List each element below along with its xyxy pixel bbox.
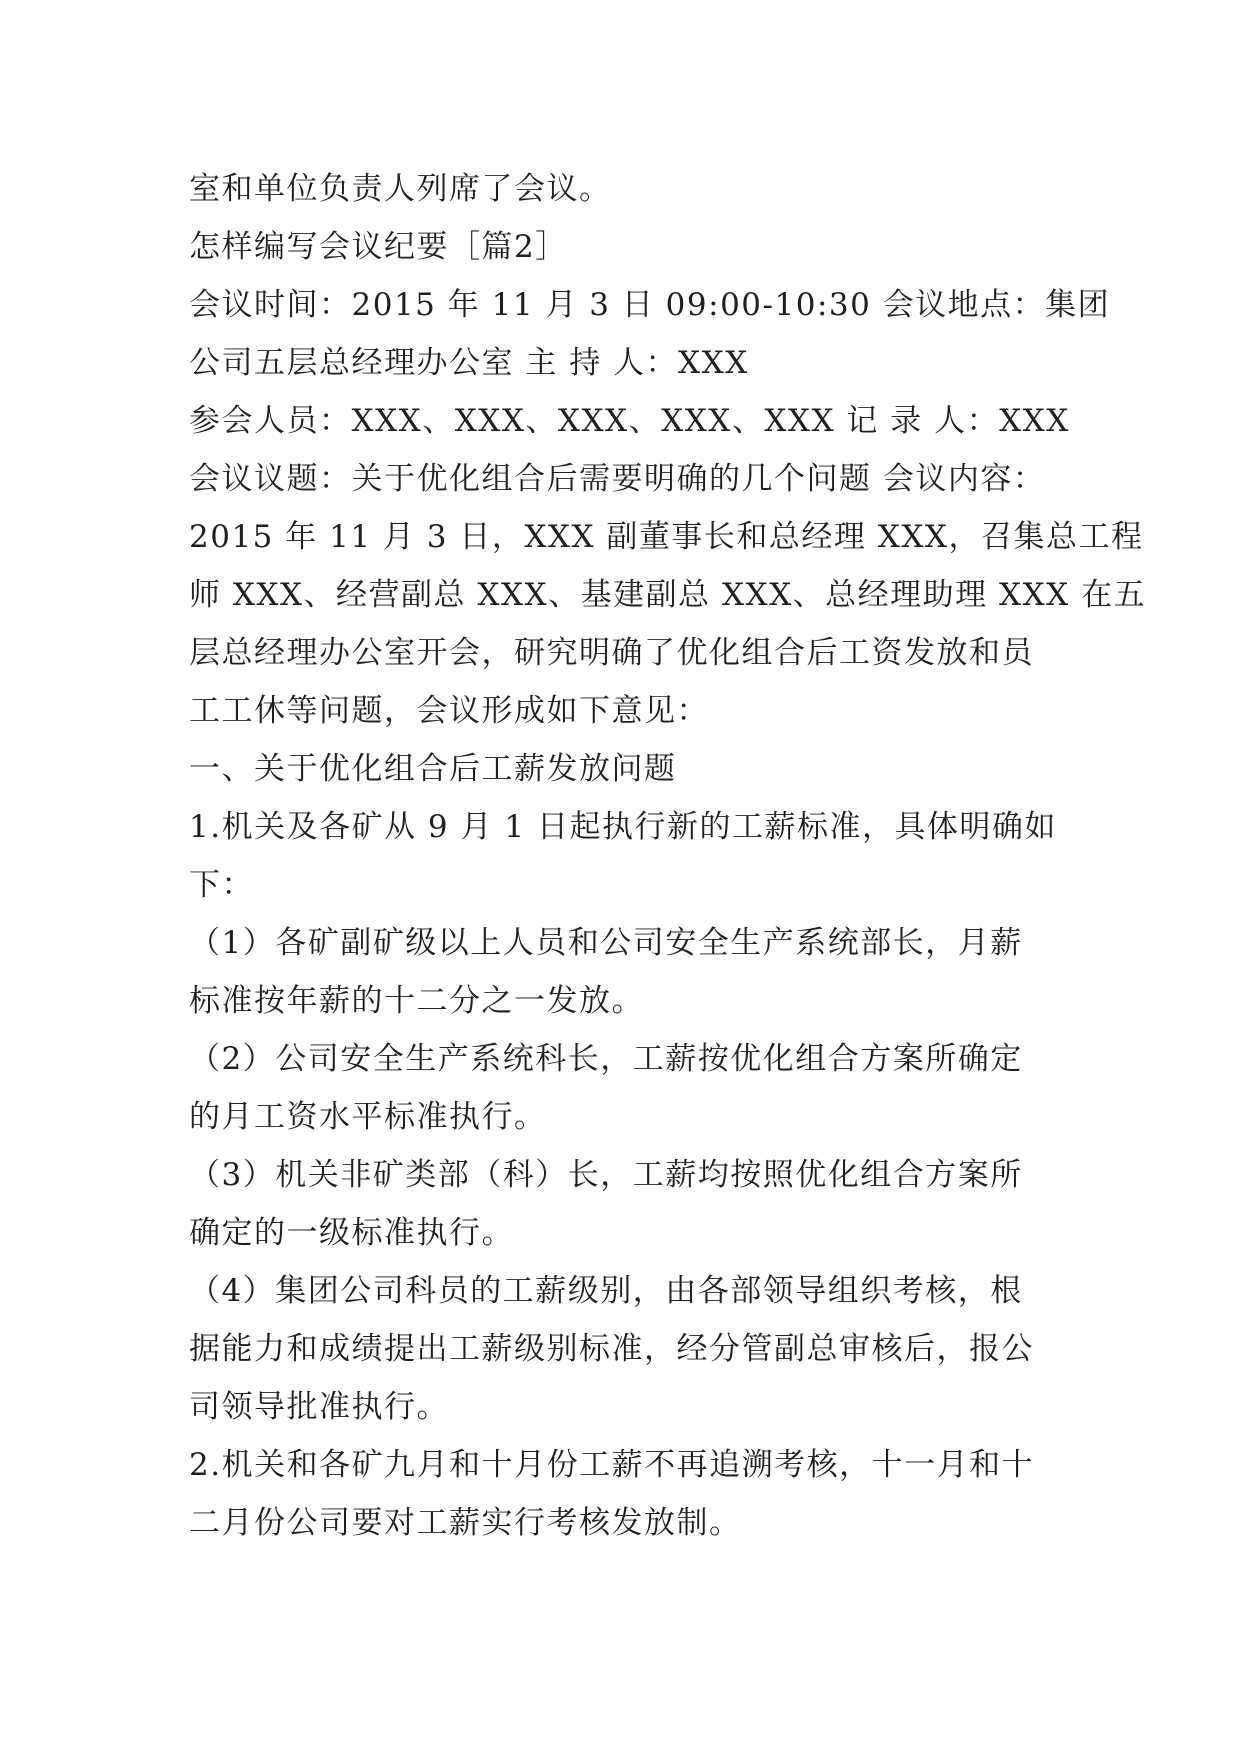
text-line-6: 会议议题：关于优化组合后需要明确的几个问题 会议内容： [189, 461, 1046, 497]
text-line-22: 司领导批准执行。 [189, 1389, 449, 1425]
text-line-7: 2015 年 11 月 3 日，XXX 副董事长和总经理 XXX，召集总工程 [189, 519, 1144, 555]
text-line-16: （2）公司安全生产系统科长，工薪按优化组合方案所确定 [189, 1041, 1023, 1077]
text-line-13: 下： [189, 867, 254, 903]
text-line-1: 室和单位负责人列席了会议。 [189, 171, 612, 207]
text-line-20: （4）集团公司科员的工薪级别，由各部领导组织考核，根 [189, 1273, 1023, 1309]
document-body [189, 160, 1147, 1552]
text-line-18: （3）机关非矿类部（科）长，工薪均按照优化组合方案所 [189, 1157, 1023, 1193]
text-line-4: 公司五层总经理办公室 主 持 人：XXX [189, 345, 749, 381]
text-line-5: 参会人员：XXX、XXX、XXX、XXX、XXX 记 录 人：XXX [189, 403, 1070, 439]
text-line-15: 标准按年薪的十二分之一发放。 [189, 983, 644, 1019]
text-line-21: 据能力和成绩提出工薪级别标准，经分管副总审核后，报公 [189, 1331, 1034, 1367]
text-line-3: 会议时间：2015 年 11 月 3 日 09:00-10:30 会议地点：集团 [189, 287, 1111, 323]
subsection-heading: 一、关于优化组合后工薪发放问题 [189, 751, 677, 787]
text-line-10: 工工休等问题，会议形成如下意见： [189, 693, 709, 729]
text-line-24: 二月份公司要对工薪实行考核发放制。 [189, 1505, 742, 1541]
text-line-14: （1）各矿副矿级以上人员和公司安全生产系统部长，月薪 [189, 925, 1023, 961]
section-heading: 怎样编写会议纪要［篇2］ [189, 229, 568, 265]
text-line-9: 层总经理办公室开会，研究明确了优化组合后工资发放和员 [189, 635, 1034, 671]
text-line-19: 确定的一级标准执行。 [189, 1215, 514, 1251]
text-line-8: 师 XXX、经营副总 XXX、基建副总 XXX、总经理助理 XXX 在五 [189, 577, 1147, 613]
text-line-12: 1.机关及各矿从 9 月 1 日起执行新的工薪标准，具体明确如 [189, 809, 1057, 845]
text-line-17: 的月工资水平标准执行。 [189, 1099, 547, 1135]
text-line-23: 2.机关和各矿九月和十月份工薪不再追溯考核，十一月和十 [189, 1447, 1035, 1483]
